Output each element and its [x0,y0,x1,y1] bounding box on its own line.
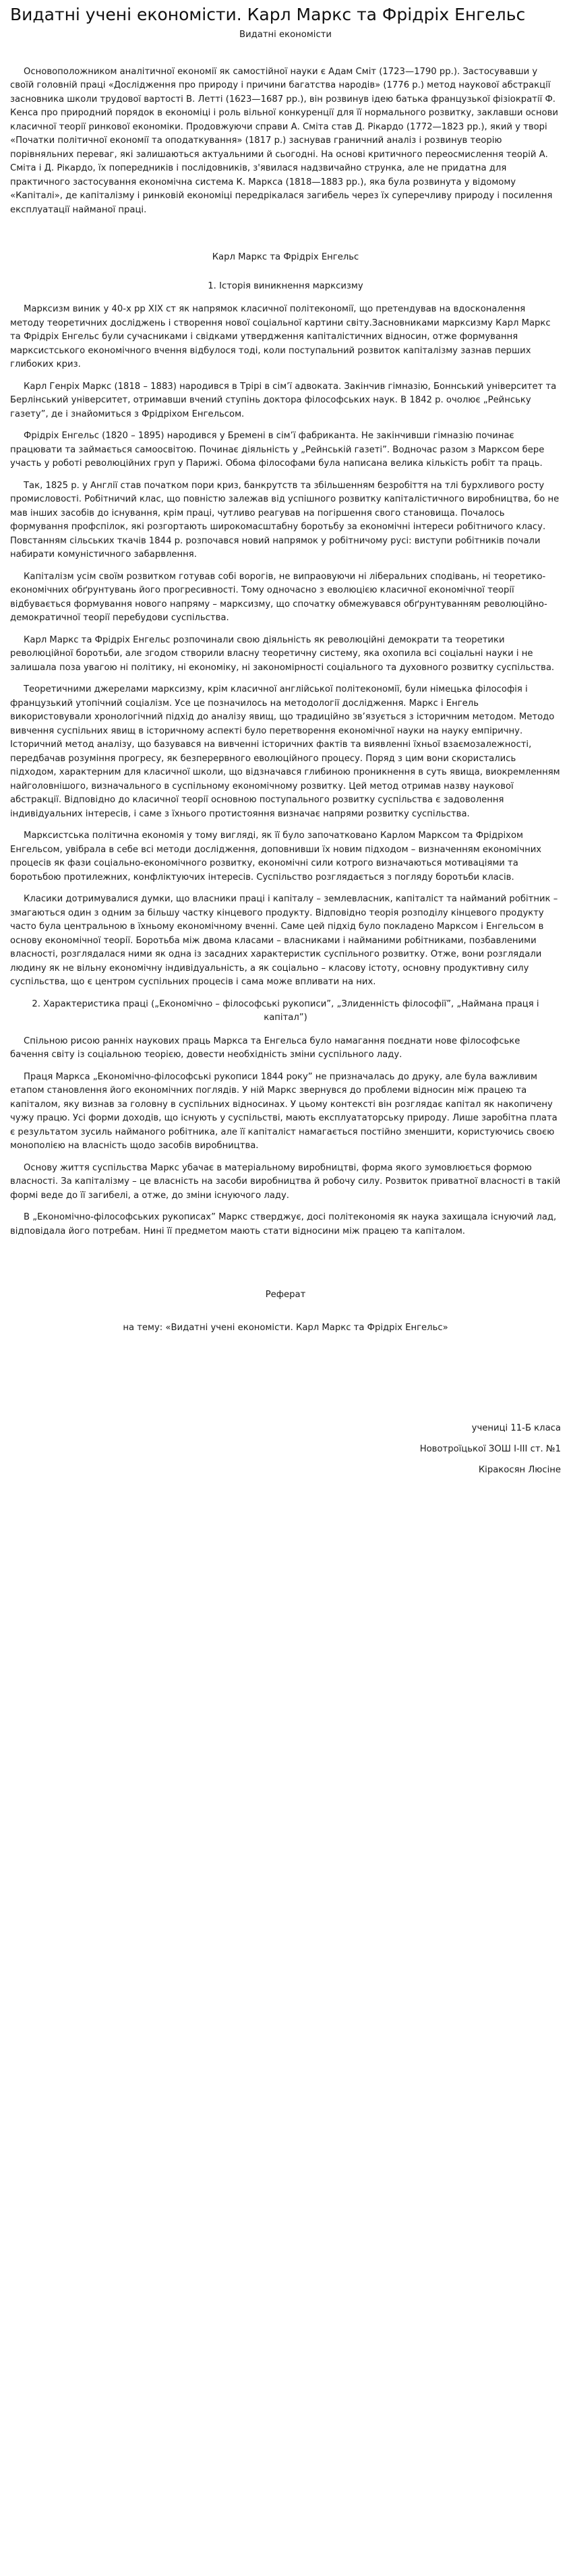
section-heading: Карл Маркс та Фрідріх Енгельс [212,252,359,262]
section-2-paragraph: Основу життя суспільства Маркс убачає в матеріальному виробництві, форма якого зумовлюється формою власності. За капіталізму – це власність на засоби виробництва й робочу силу. Розвиток приватної власності в такій формі веде до її загибелі, а отже, до зміни існуючого ладу. [10,1162,561,1201]
section-1-title: 1. Історія виникнення марксизму [208,280,363,291]
section-1-paragraph: Карл Маркс та Фрідріх Енгельс розпочинали свою діяльність як революційні демократи та теоретики революційної боротьби, але згодом створили власну теоретичну систему, яка охопила всі соціальні науки і не залишала поза увагою ні політику, ні економіку, ні закономірності соціального та духовного розвитку суспільства. [10,634,555,673]
section-1-paragraph: Карл Генріх Маркс (1818 – 1883) народився в Трірі в сім’ї адвоката. Закінчив гімназію, Боннський університет та Берлінський університет, отримавши вчений ступінь доктора філософських наук. В 1842 р. очолює „Рейнську газету”, де і знайомиться з Фрідріхом Енгельсом. [10,381,557,419]
author-name: Кіракосян Люсіне [478,1465,561,1475]
section-1-body [10,303,561,990]
section-1-paragraph: Капіталізм усім своїм розвитком готував собі ворогів, не випраовуючи ні ліберальних сподівань, ні теоретико-економічних обґрунтувань його прогресивності. Тому одночасно з еволюцією класичної економічної теорії відбувається формування нового напряму – марксизму, що спочатку обмежувався обґрунтуванням революційно-демократичної теорії перебудови суспільства. [10,571,547,623]
section-1-paragraph: Марксистська політична економія у тому вигляді, як її було започатковано Карлом Марксом та Фрідріхом Енгельсом, увібрала в себе всі методи дослідження, доповнивши їх новим підходом – визначенням економічних процесів як фази соціально-економічного розвитку, економічні сили котрого визначаються мотиваціями та боротьбою протилежних, конфліктуючих інтересів. Суспільство розглядається з погляду боротьби класів. [10,831,542,882]
section-2-paragraph: В „Економічно-філософських рукописах” Маркс стверджує, досі політекономія як наука захищала існуючий лад, відповідала його потребам. Нині її предметом мають стати відносини між працею та капіталом. [10,1212,557,1236]
section-2-paragraph: Спільною рисою ранніх наукових праць Маркса та Енгельса було намагання поєднати нове філософське бачення світу із соціальною теорією, довести необхідність зміни суспільного ладу. [10,1036,520,1060]
topic-line: на тему: «Видатні учені економісти. Карл Маркс та Фрідріх Енгельс» [123,1322,448,1333]
credits-block [10,1421,561,1477]
section-1-paragraph: Класики дотримувалися думки, що власники праці і капіталу – землевласник, капіталіст та найманий робітник – змагаються один з одним за більшу частку кінцевого продукту. Відповідно теорія розподілу кінцевого продукту часто була центральною в їхньому економічному вченні. Саме цей підхід було покладено Марксом і Енгельсом в основу економічної теорії. Боротьба між двома класами – власниками і найманими робітниками, позбавленими власності, розглядалася ними як одна із засадних характеристик суспільного розвитку. Отже, вони розглядали людину як не вільну економічну індивідуальність, а як соціально – класову істоту, основну продуктивну силу суспільства, що є центром суспільних процесів і сама може впливати на них. [10,894,558,987]
section-1-paragraph: Так, 1825 р. у Англії став початком пори криз, банкрутств та збільшенням безробіття на тлі бурхливого росту промисловості. Робітничий клас, що повністю залежав від успішного розвитку капіталістичного виробництва, бо не мав інших засобів до існування, крім праці, чутливо реагував на погіршення свого становища. Почалось формування профспілок, які розгортають широкомасштабну боротьбу за економічні інтереси робітничого класу. Повстанням сільських ткачів 1844 р. розпочався новий напрямок у робітничому русі: виступи робітників почали набирати комуністичного забарвлення. [10,480,560,560]
section-2-body [10,1035,561,1239]
student-class: учениці 11-Б класа [471,1423,561,1433]
section-1-paragraph: Марксизм виник у 40-х рр XIX ст як напрямок класичної політекономії, що претендував на вдосконалення методу теоретичних досліджень і створення нової соціальної картини світу.Засновниками марксизму Карл Маркс та Фрідріх Енгельс були сучасниками і свідками утвердження капіталістичних відносин, отже формування марксистського економічного вчення відбулося тоді, коли поступальний розвиток капіталізму зазнав перших глибоких криз. [10,304,551,369]
school-name: Новотроїцької ЗОШ І-ІІІ ст. №1 [419,1444,561,1454]
page-title: Видатні учені економісти. Карл Маркс та Фрідріх Енгельс [10,5,526,24]
section-1-paragraph: Фрідріх Енгельс (1820 – 1895) народився у Бремені в сім’ї фабриканта. Не закінчивши гімназію починає працювати та займається самоосвітою. Починає діяльність у „Рейнській газеті”. Водночас разом з Марксом бере участь у роботі революційних груп у Парижі. Обома філософами була написана велика кількість робіт та праць. [10,431,545,469]
section-2-paragraph: Праця Маркса „Економічно-філософські рукописи 1844 року” не призначалась до друку, але була важливим етапом становлення його економічних поглядів. У ній Маркс звернувся до проблеми відносин між працею та капіталом, яку визнав за головну в суспільних відносинах. У цьому контексті він розглядає капітал як накопичену чужу працю. Усі форми доходів, що існують у суспільстві, мають експлуататорську природу. Лише заробітна плата є результатом зусиль найманого робітника, але її капіталіст намагається постійно зменшити, користуючись своєю монополією на власність щодо засобів виробництва. [10,1071,558,1151]
section-2-title: 2. Характеристика праці („Економічно – філософські рукописи”, „Злиденність філософії”, „Наймана праця і капітал”) [32,998,539,1023]
section-1-paragraph: Теоретичними джерелами марксизму, крім класичної англійської політекономії, були німецька філософія і французький утопічний соціалізм. Усе це позначилось на методології дослідження. Маркс і Енгель використовували хронологічний підхід до аналізу явищ, що традиційно зв’язується з історичним методом. Методо вивчення суспільних явищ в історичному аспекті було перетворення економічної науки на науку емпіричну. Історичний метод аналізу, що базувався на вивченні історичних фактів та виявленні їхньої взаємозалежності, передбачав розуміння прогресу, як безперервного еволюційного процесу. Поряд з цим вони скористались підходом, характерним для класичної школи, що відзначався глибиною проникнення в суть явища, виокремленням найголовнішого, визначального в суспільному економічному розвитку. Цей метод отримав назву наукової абстракції. Відповідно до класичної теорії основною поступального розвитку суспільства є задоволення індивідуальних інтересів, і саме з їхнього протистояння визначає напрями розвитку суспільства. [10,684,560,819]
document-subtitle: Видатні економісти [239,30,332,40]
intro-paragraph: Основоположником аналітичної економії як самостійної науки є Адам Сміт (1723—1790 рр.). Застосувавши у своїй головній праці «Дослідження про природу і причини багатства народів» (1776 р.) метод наукової абстракції засновника школи трудової вартості В. Летті (1623—1687 рр.), він розвинув ідею батька французької фізіократії Ф. Кенса про природний порядок в економіці і роль вільної конкуренції для її нормального розвитку, заклавши основи класичної теорії ринкової економіки. Продовжуючи справи А. Сміта став Д. Рікардо (1772—1823 рр.), який у творі «Початки політичної економії та оподаткування» (1817 р.) заснував граничний аналіз і розвинув теорію порівняльних переваг, які залишаються актуальними й сьогодні. На основі критичного переосмислення теорій А. Сміта і Д. Рікардо, їх попередників і послідовників, з'явилася надзвичайно струнка, але не придатна для практичного застосування економічна система К. Маркса (1818—1883 рр.), яка була розвинута у відомому «Капіталі», де капіталізму і ринковій економіці передрікалася загибель через їх суперечливу природу і посилення експлуатації найманої праці. [10,66,558,215]
abstract-label: Реферат [265,1290,306,1300]
